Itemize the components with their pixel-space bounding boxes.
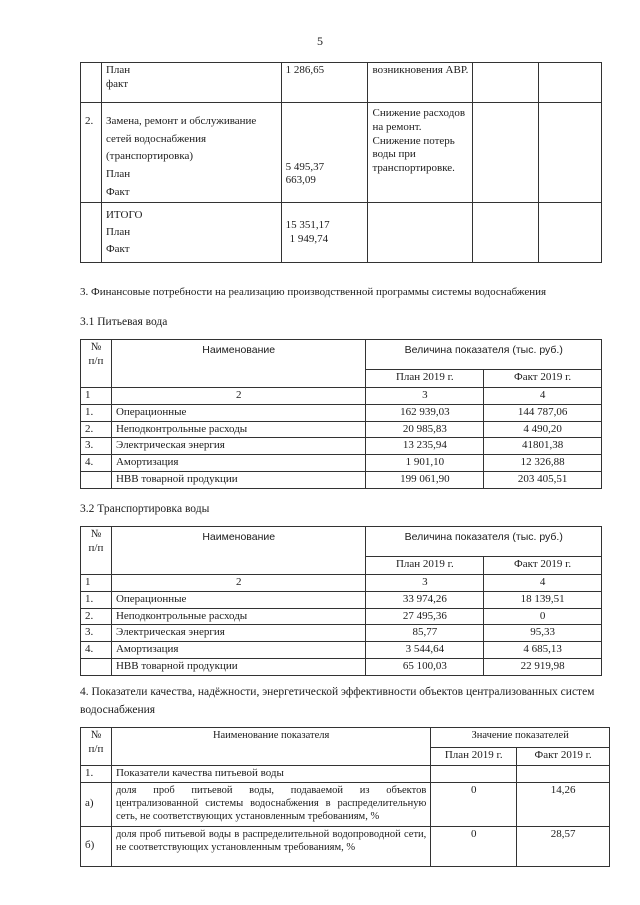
plan-label: План (105, 225, 131, 238)
table-row-total: НВВ товарной продукции 65 100,03 22 919,98 (81, 658, 602, 675)
effect-text: Снижение расходов на ремонт. Снижение потерь воды при транспортировке. (368, 103, 473, 203)
plan-header: План 2019 г. (366, 557, 484, 575)
name-header: Наименование (111, 527, 366, 575)
group-row: 1. Показатели качества питьевой воды (81, 766, 610, 783)
plan-header: План 2019 г. (431, 748, 517, 766)
table-row: 4. Амортизация 1 901,10 12 326,88 (81, 455, 602, 472)
table-row: 1. Операционные 33 974,26 18 139,51 (81, 591, 602, 608)
section-4-title: 4. Показатели качества, надёжности, энергетической эффективности объектов централизованных систем водоснабжения (80, 686, 595, 716)
measures-table-continued (80, 62, 602, 263)
table-header-row (81, 340, 602, 370)
water-transport-table (80, 526, 602, 676)
fact-value: 663,09 (285, 174, 316, 187)
fact-label: Факт (105, 242, 130, 255)
fact-header: Факт 2019 г. (484, 370, 602, 388)
table-row: а) доля проб питьевой воды, подаваемой из объектов централизованной системы водоснабжения в распределительную сеть, не соответствующих установленным требованиям, % 0 14,26 (81, 782, 610, 826)
number-header: № п/п (81, 527, 112, 575)
index-row: 1 2 3 4 (81, 388, 602, 405)
plan-label: План (105, 64, 131, 76)
fact-header: Факт 2019 г. (517, 748, 610, 766)
table-row: 2. Неподконтрольные расходы 27 495,36 0 (81, 608, 602, 625)
plan-value: 15 351,17 (285, 219, 330, 231)
section-3-title: 3. Финансовые потребности на реализацию производственной программы системы водоснабжения (80, 286, 547, 298)
plan-label: План (105, 167, 131, 180)
fact-label: факт (105, 77, 129, 90)
row-number: 2. (81, 103, 102, 203)
name-header: Наименование (111, 340, 366, 388)
name-header: Наименование показателя (111, 728, 430, 766)
table-row: 3. Электрическая энергия 85,77 95,33 (81, 625, 602, 642)
table-row: 3. Электрическая энергия 13 235,94 41801,38 (81, 438, 602, 455)
total-title: ИТОГО (105, 209, 143, 221)
number-header: № п/п (81, 340, 112, 388)
quality-indicators-table (80, 727, 610, 867)
plan-value: 5 495,37 (285, 160, 325, 173)
section-3-1-title: 3.1 Питьевая вода (80, 316, 168, 328)
value-header: Величина показателя (тыс. руб.) (366, 527, 602, 557)
fact-header: Факт 2019 г. (484, 557, 602, 575)
value-header: Значение показателей (431, 728, 610, 748)
drinking-water-table (80, 339, 602, 489)
table-header-row (81, 527, 602, 557)
table-row (81, 63, 602, 103)
fact-value: 1 949,74 (289, 232, 329, 245)
table-row-total (81, 203, 602, 263)
fact-label: Факт (105, 185, 130, 198)
table-row: 4. Амортизация 3 544,64 4 685,13 (81, 642, 602, 659)
measure-name: Замена, ремонт и обслуживание сетей водоснабжения (транспортировка) (105, 115, 257, 163)
table-row (81, 103, 602, 203)
plan-value: 1 286,65 (281, 63, 368, 103)
index-row: 1 2 3 4 (81, 575, 602, 592)
table-row: б) доля проб питьевой воды в распределительной водопроводной сети, не соответствующих установленным требованиям, % 0 28,57 (81, 826, 610, 866)
section-3-2-title: 3.2 Транспортировка воды (80, 503, 210, 515)
plan-header: План 2019 г. (366, 370, 484, 388)
value-header: Величина показателя (тыс. руб.) (366, 340, 602, 370)
table-row: 1. Операционные 162 939,03 144 787,06 (81, 404, 602, 421)
number-header: № п/п (81, 728, 112, 766)
table-header-row (81, 728, 610, 748)
page-number: 5 (317, 34, 323, 48)
table-row: 2. Неподконтрольные расходы 20 985,83 4 490,20 (81, 421, 602, 438)
table-row-total: НВВ товарной продукции 199 061,90 203 405,51 (81, 471, 602, 488)
effect-text: возникновения АВР. (368, 63, 473, 103)
